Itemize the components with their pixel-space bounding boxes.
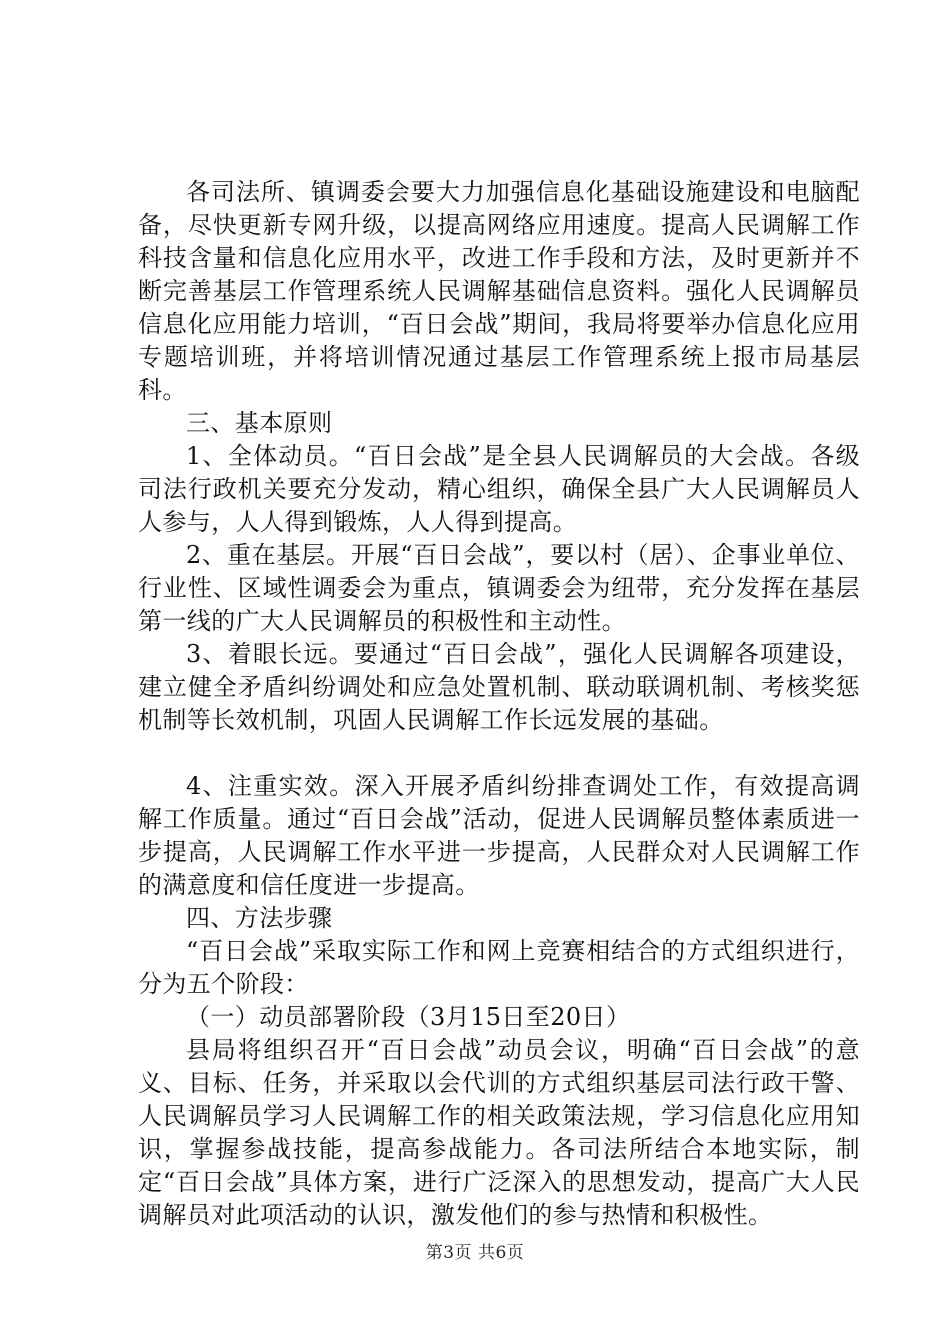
paragraph-spacer xyxy=(138,737,860,770)
subheading-stage-1: （一）动员部署阶段（3月15日至20日） xyxy=(186,1003,631,1031)
paragraph-principle-2: 2、重在基层。开展“百日会战”，要以村（居）、企事业单位、行业性、区域性调委会为重点，镇调委会为纽带，充分发挥在基层第一线的广大人民调解员的积极性和主动性。 xyxy=(138,541,860,635)
paragraph-principle-4: 4、注重实效。深入开展矛盾纠纷排查调处工作，有效提高调解工作质量。通过“百日会战”活动，促进人民调解员整体素质进一步提高，人民调解工作水平进一步提高，人民群众对人民调解工作的满意度和信任度进一步提高。 xyxy=(138,772,860,899)
page-number-footer: 第3页 共6页 xyxy=(425,1243,525,1263)
paragraph-stage-1: 县局将组织召开“百日会战”动员会议，明确“百日会战”的意义、目标、任务，并采取以会代训的方式组织基层司法行政干警、人民调解员学习人民调解工作的相关政策法规，学习信息化应用知识，掌握参战技能，提高参战能力。各司法所结合本地实际，制定“百日会战”具体方案，进行广泛深入的思想发动，提高广大人民调解员对此项活动的认识，激发他们的参与热情和积极性。 xyxy=(138,1036,860,1229)
paragraph-steps-intro: “百日会战”采取实际工作和网上竞赛相结合的方式组织进行，分为五个阶段： xyxy=(138,937,860,998)
document-body xyxy=(138,176,860,1232)
paragraph-principle-3: 3、着眼长远。要通过“百日会战”，强化人民调解各项建设，建立健全矛盾纠纷调处和应急处置机制、联动联调机制、考核奖惩机制等长效机制，巩固人民调解工作长远发展的基础。 xyxy=(138,640,860,734)
section-heading-steps: 四、方法步骤 xyxy=(186,904,333,932)
paragraph-infrastructure: 各司法所、镇调委会要大力加强信息化基础设施建设和电脑配备，尽快更新专网升级，以提高网络应用速度。提高人民调解工作科技含量和信息化应用水平，改进工作手段和方法，及时更新并不断完善基层工作管理系统人民调解基础信息资料。强化人民调解员信息化应用能力培训，“百日会战”期间，我局将要举办信息化应用专题培训班，并将培训情况通过基层工作管理系统上报市局基层科。 xyxy=(138,178,860,404)
paragraph-principle-1: 1、全体动员。“百日会战”是全县人民调解员的大会战。各级司法行政机关要充分发动，精心组织，确保全县广大人民调解员人人参与，人人得到锻炼，人人得到提高。 xyxy=(138,442,860,536)
section-heading-principles: 三、基本原则 xyxy=(186,409,333,437)
